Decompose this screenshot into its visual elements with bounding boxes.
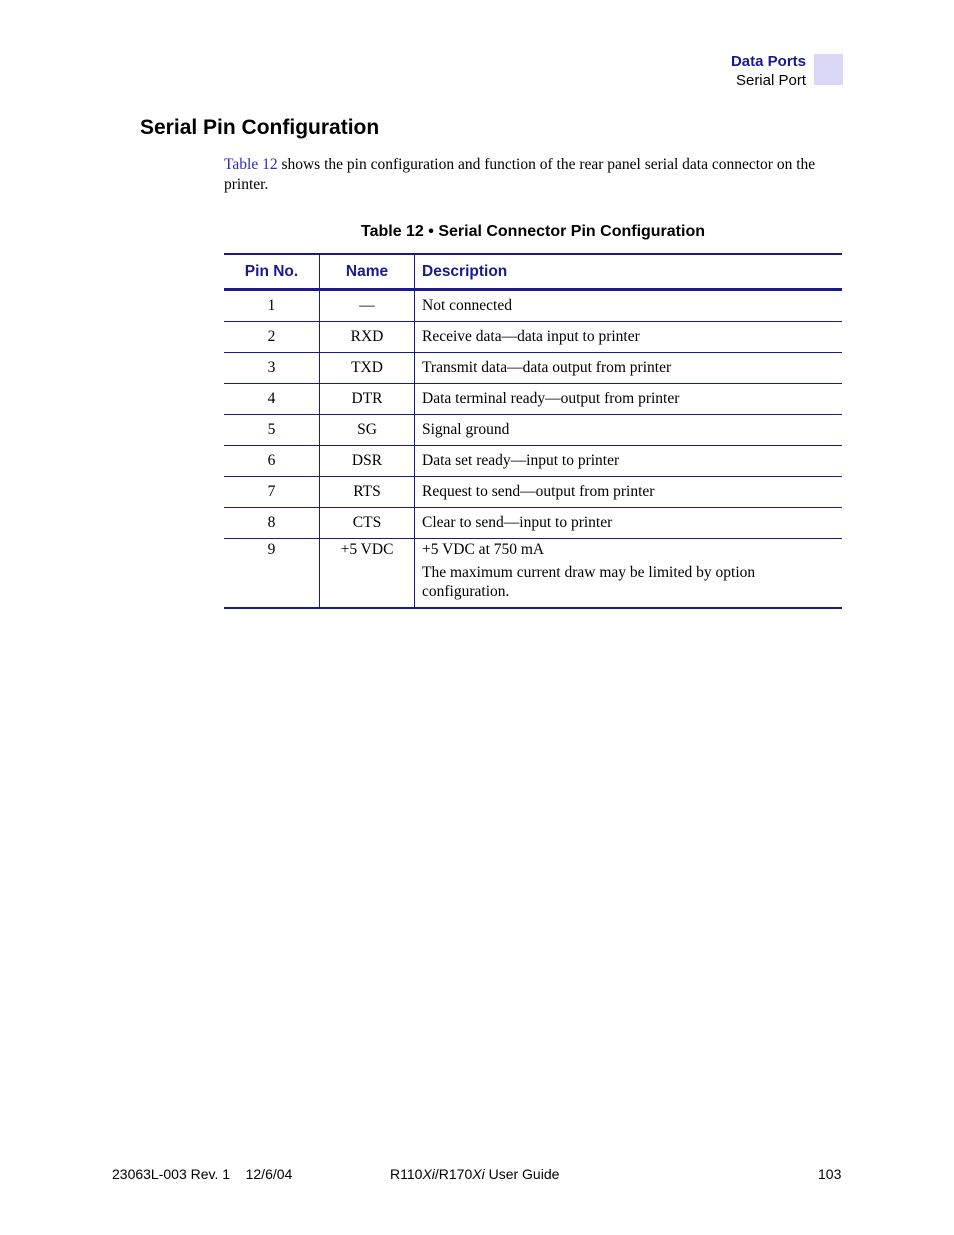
cell-pin: 3 [224,353,320,384]
table-header-row [224,254,842,290]
footer-title-part: /R170 [434,1166,473,1182]
cell-description: Not connected [415,290,843,322]
footer-guide-title [390,1166,559,1182]
table-link[interactable]: Table 12 [224,156,278,173]
cell-name: +5 VDC [320,539,415,609]
cell-description-note: The maximum current draw may be limited by option configuration. [422,564,756,600]
intro-text: shows the pin configuration and function of the rear panel serial data connector on the printer. [224,156,816,193]
table-row [224,384,842,415]
table-row [224,415,842,446]
cell-name: RTS [320,477,415,508]
chapter-tab-marker [814,54,843,85]
cell-name: DSR [320,446,415,477]
footer-doc-id: 23063L-003 Rev. 1 12/6/04 [112,1166,293,1182]
cell-pin: 5 [224,415,320,446]
footer-title-italic: Xi [422,1166,435,1182]
cell-name: — [320,290,415,322]
intro-paragraph [224,155,834,194]
cell-description: Request to send—output from printer [415,477,843,508]
table-row [224,446,842,477]
cell-pin: 4 [224,384,320,415]
cell-pin: 8 [224,508,320,539]
cell-description-main: +5 VDC at 750 mA [422,541,545,558]
table-row [224,539,842,609]
cell-name: CTS [320,508,415,539]
cell-description: Data terminal ready—output from printer [415,384,843,415]
cell-pin: 1 [224,290,320,322]
table-row [224,290,842,322]
cell-name: TXD [320,353,415,384]
table-row [224,322,842,353]
table-row [224,353,842,384]
cell-name: DTR [320,384,415,415]
cell-description: Signal ground [415,415,843,446]
header-subsection: Serial Port [735,72,806,89]
running-header [731,52,806,90]
cell-pin: 7 [224,477,320,508]
cell-name: SG [320,415,415,446]
footer-title-italic: Xi [472,1166,485,1182]
col-header-name: Name [320,254,415,290]
cell-pin: 2 [224,322,320,353]
col-header-description: Description [415,254,843,290]
footer-title-part: R110 [390,1166,423,1182]
page-title: Serial Pin Configuration [140,116,380,139]
table-caption: Table 12 • Serial Connector Pin Configuration [360,223,705,240]
col-header-pin: Pin No. [224,254,320,290]
table-row [224,508,842,539]
header-section: Data Ports [730,53,806,70]
table-row [224,477,842,508]
cell-name: RXD [320,322,415,353]
pin-table [224,253,842,609]
cell-description [415,539,843,609]
footer-title-part: User Guide [484,1166,560,1182]
cell-description: Transmit data—data output from printer [415,353,843,384]
cell-pin: 9 [224,539,320,609]
cell-description: Data set ready—input to printer [415,446,843,477]
cell-description: Receive data—data input to printer [415,322,843,353]
page-number: 103 [818,1166,842,1182]
cell-description: Clear to send—input to printer [415,508,843,539]
cell-pin: 6 [224,446,320,477]
